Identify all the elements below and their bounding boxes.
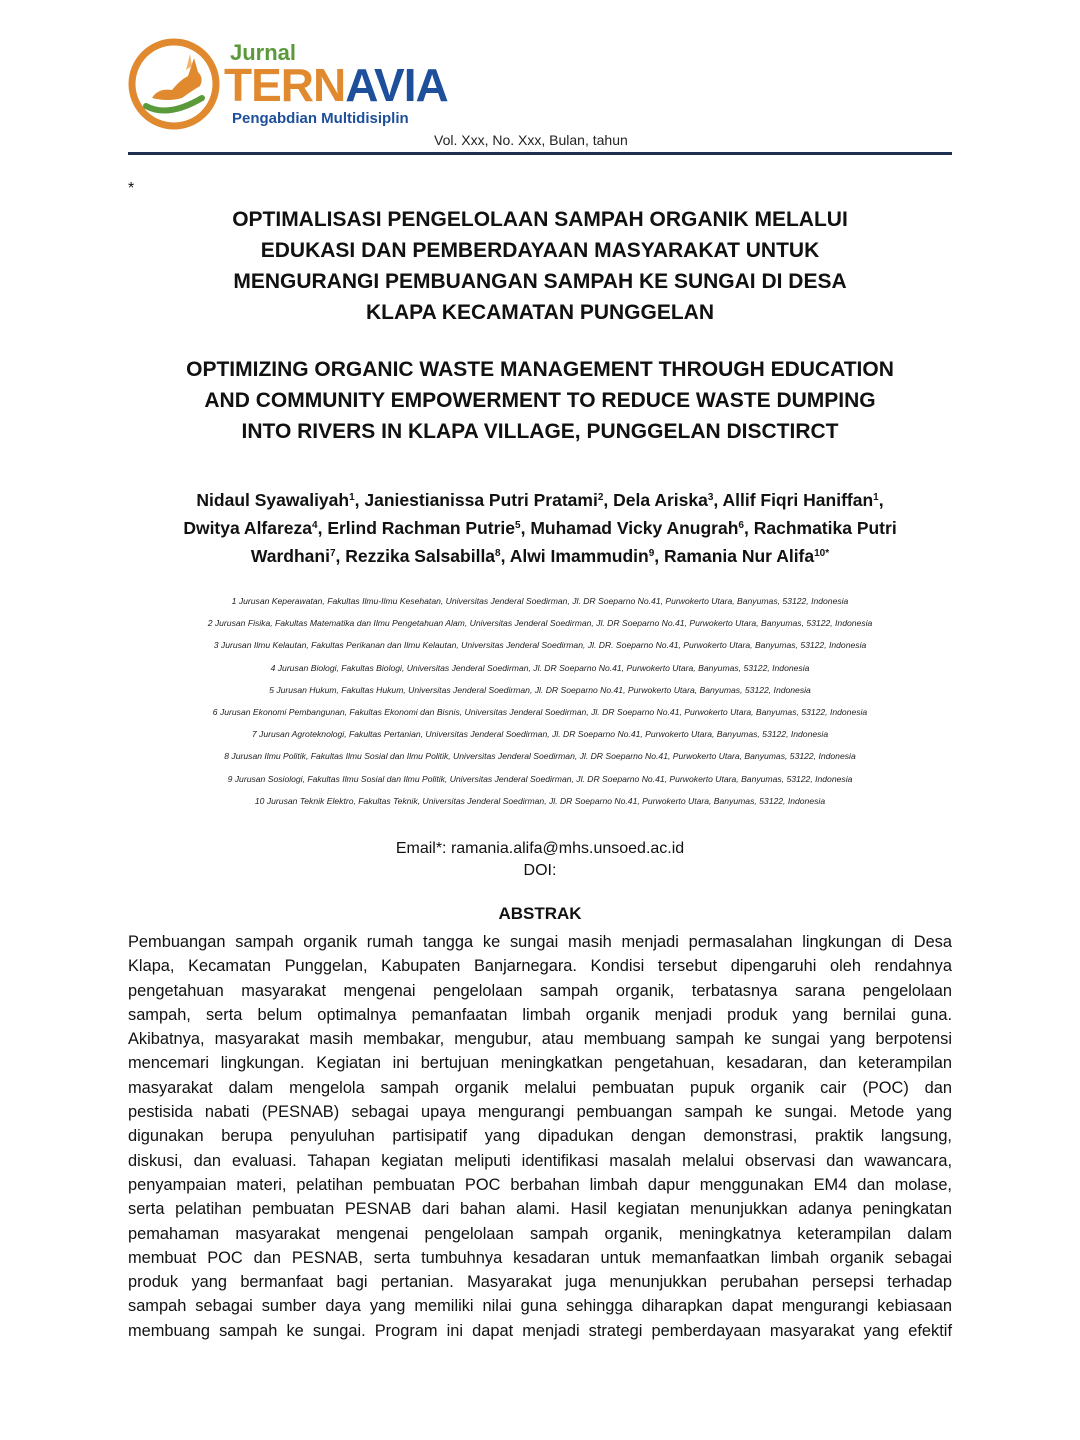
affiliation-line: 8 Jurusan Ilmu Politik, Fakultas Ilmu Sosial dan Ilmu Politik, Universitas Jenderal Soedirman, Jl. DR Soeparno No.41, Purwokerto Utara, Banyumas, 53122, Indonesia xyxy=(224,751,856,762)
title-line: INTO RIVERS IN KLAPA VILLAGE, PUNGGELAN DISCTIRCT xyxy=(241,420,839,443)
author-affiliation-number: 1 xyxy=(349,492,355,503)
affiliation-line: 9 Jurusan Sosiologi, Fakultas Ilmu Sosial dan Ilmu Politik, Universitas Jenderal Soedirman, Jl. DR Soeparno No.41, Purwokerto Utara, Banyumas, 53122, Indonesia xyxy=(227,773,853,784)
author-affiliation-number: 2 xyxy=(597,492,604,503)
author-affiliation-number: 7 xyxy=(329,548,336,559)
doi: DOI: xyxy=(523,862,557,879)
author-affiliation-number: 5 xyxy=(515,520,521,531)
affiliation-list xyxy=(128,590,952,812)
affiliation-line: 7 Jurusan Agroteknologi, Fakultas Pertanian, Universitas Jenderal Soedirman, Jl. DR Soeparno No.41, Purwokerto Utara, Banyumas, 53122, Indonesia xyxy=(251,729,829,740)
abstract-line: sampah sebagai sumber daya yang memiliki nilai guna sehingga diharapkan dapat mengurangi kebiasaan xyxy=(128,1297,952,1316)
title-line: EDUKASI DAN PEMBERDAYAAN MASYARAKAT UNTUK xyxy=(260,239,820,262)
author-line xyxy=(128,542,952,570)
author-affiliation-number: 3 xyxy=(707,492,714,503)
author-name: Wardhani xyxy=(250,546,330,566)
abstract-line: digunakan berupa penyuluhan partisipatif yang dipadukan dengan demonstrasi, praktik langsung, xyxy=(128,1127,952,1146)
author-separator: , xyxy=(743,518,754,538)
author-name: Dwitya Alfareza xyxy=(183,518,313,538)
author-name: Dela Ariska xyxy=(613,490,708,510)
author-separator: , xyxy=(520,518,531,538)
abstract-line: Pembuangan sampah organik rumah tangga ke sungai masih menjadi permasalahan lingkungan di Desa xyxy=(128,933,952,951)
abstract-line: pengetahuan masyarakat mengenai pengelolaan sampah organik, terbatasnya sarana pengelolaan xyxy=(128,981,952,1000)
title-english xyxy=(128,354,952,447)
author-affiliation-number: 10* xyxy=(814,548,830,559)
abstract-line: serta pelatihan pembuatan PESNAB dari bahan alami. Hasil kegiatan menunjukkan adanya peningkatan xyxy=(128,1200,952,1219)
abstract-line: pemahaman masyarakat mengenai pengelolaan sampah organik, meningkatnya keterampilan dalam xyxy=(128,1224,952,1243)
issue-info: Vol. Xxx, No. Xxx, Bulan, tahun xyxy=(434,132,628,148)
abstract-line: masyarakat dalam mengelola sampah organik melalui pembuatan pupuk organik cair (POC) dan xyxy=(128,1078,952,1097)
author-list xyxy=(128,486,952,570)
author-separator: , xyxy=(878,490,884,510)
abstract-line: diskusi, dan evaluasi. Tahapan kegiatan meliputi identifikasi masalah melalui observasi dan wawancara, xyxy=(128,1151,952,1170)
author-affiliation-number: 4 xyxy=(312,520,318,531)
author-name: Allif Fiqri Haniffan xyxy=(722,490,874,510)
abstract-line: sampah, serta belum optimalnya pemanfaatan limbah organik menjadi produk yang bernilai guna. xyxy=(128,1005,952,1024)
author-name: Alwi Imammudin xyxy=(509,546,649,566)
author-separator: , xyxy=(603,490,614,510)
author-separator: , xyxy=(335,546,346,566)
author-separator: , xyxy=(500,546,510,566)
logo-emblem-icon xyxy=(128,36,224,132)
author-name: Ramania Nur Alifa xyxy=(664,546,815,566)
affiliation-line: 3 Jurusan Ilmu Kelautan, Fakultas Perikanan dan Ilmu Kelautan, Universitas Jenderal Soedirman, Jl. DR. Soeparno No.41, Purwokerto Utara, Banyumas, 53122, Indonesia xyxy=(213,640,867,651)
title-line: KLAPA KECAMATAN PUNGGELAN xyxy=(365,301,715,324)
author-affiliation-number: 6 xyxy=(738,520,744,531)
logo-tagline: Pengabdian Multidisiplin xyxy=(232,110,409,127)
author-name: Rezzika Salsabilla xyxy=(345,546,496,566)
author-name: Janiestianissa Putri Pratami xyxy=(364,490,598,510)
title-line: OPTIMIZING ORGANIC WASTE MANAGEMENT THROUGH EDUCATION xyxy=(186,358,894,381)
abstract-line: Klapa, Kecamatan Punggelan, Kabupaten Banjarnegara. Kondisi tersebut dipengaruhi oleh rendahnya xyxy=(128,957,952,976)
author-line xyxy=(128,486,952,514)
abstract-line: membuang sampah ke sungai. Program ini dapat menjadi strategi pemberdayaan masyarakat yang efektif xyxy=(128,1321,952,1340)
author-affiliation-number: 8 xyxy=(495,548,501,559)
abstract-line: Akibatnya, masyarakat masih membakar, mengubur, atau membuang sampah ke sungai yang berpotensi xyxy=(128,1030,952,1049)
logo-journal-word: Jurnal xyxy=(230,40,297,65)
author-separator: , xyxy=(654,546,665,566)
affiliation-line: 10 Jurusan Teknik Elektro, Fakultas Teknik, Universitas Jenderal Soedirman, Jl. DR Soeparno No.41, Purwokerto Utara, Banyumas, 53122, Indonesia xyxy=(254,795,826,806)
header-rule xyxy=(128,152,952,155)
abstract-line: membuat POC dan PESNAB, serta tumbuhnya kesadaran untuk memanfaatkan limbah organik sebagai xyxy=(128,1248,952,1267)
abstract-line: pestisida nabati (PESNAB) sebagai upaya mengurangi pembuangan sampah ke sungai. Metode yang xyxy=(128,1103,952,1122)
affiliation-line: 4 Jurusan Biologi, Fakultas Biologi, Universitas Jenderal Soedirman, Jl. DR Soeparno No.41, Purwokerto Utara, Banyumas, 53122, Indonesia xyxy=(270,662,810,673)
title-line: AND COMMUNITY EMPOWERMENT TO REDUCE WASTE DUMPING xyxy=(204,389,876,412)
title-line: MENGURANGI PEMBUANGAN SAMPAH KE SUNGAI DI DESA xyxy=(233,270,847,293)
abstract-line: mencemari lingkungan. Kegiatan ini bertujuan meningkatkan pengetahuan, kesadaran, dan keterampilan xyxy=(128,1054,952,1073)
affiliation-line: 5 Jurusan Hukum, Fakultas Hukum, Universitas Jenderal Soedirman, Jl. DR Soeparno No.41, Purwokerto Utara, Banyumas, 53122, Indonesia xyxy=(269,684,811,695)
author-name: Rachmatika Putri xyxy=(753,518,897,538)
abstract-line: produk yang bermanfaat bagi pertanian. Masyarakat juga menunjukkan perubahan persepsi terhadap xyxy=(128,1273,952,1292)
author-name: Erlind Rachman Putrie xyxy=(327,518,516,538)
author-separator: , xyxy=(713,490,723,510)
author-name: Nidaul Syawaliyah xyxy=(196,490,350,510)
logo-brand-name: TERNAVIA xyxy=(224,59,448,111)
author-separator: , xyxy=(354,490,365,510)
author-affiliation-number: 9 xyxy=(648,548,655,559)
author-name: Muhamad Vicky Anugrah xyxy=(530,518,739,538)
affiliation-line: 2 Jurusan Fisika, Fakultas Matematika dan Ilmu Pengetahuan Alam, Universitas Jenderal Soedirman, Jl. DR Soeparno No.41, Purwokerto Utara, Banyumas, 53122, Indonesia xyxy=(207,618,873,629)
abstract-heading: ABSTRAK xyxy=(498,904,582,923)
abstract-body xyxy=(128,930,952,1343)
author-separator: , xyxy=(317,518,328,538)
author-affiliation-number: 1 xyxy=(873,492,879,503)
journal-logo xyxy=(128,36,448,136)
author-line xyxy=(128,514,952,542)
footnote-marker: * xyxy=(128,180,135,197)
affiliation-line: 1 Jurusan Keperawatan, Fakultas Ilmu-Ilmu Kesehatan, Universitas Jenderal Soedirman, Jl. DR Soeparno No.41, Purwokerto Utara, Banyumas, 53122, Indonesia xyxy=(231,596,849,606)
affiliation-line: 6 Jurusan Ekonomi Pembangunan, Fakultas Ekonomi dan Bisnis, Universitas Jenderal Soedirman, Jl. DR Soeparno No.41, Purwokerto Utara, Banyumas, 53122, Indonesia xyxy=(212,707,868,718)
corresponding-email: Email*: ramania.alifa@mhs.unsoed.ac.id xyxy=(395,840,685,857)
title-line: OPTIMALISASI PENGELOLAAN SAMPAH ORGANIK MELALUI xyxy=(232,208,848,231)
title-indonesian xyxy=(128,204,952,328)
abstract-line: penyampaian materi, pelatihan pembuatan POC berbahan limbah dapur menggunakan EM4 dan molase, xyxy=(128,1175,952,1194)
